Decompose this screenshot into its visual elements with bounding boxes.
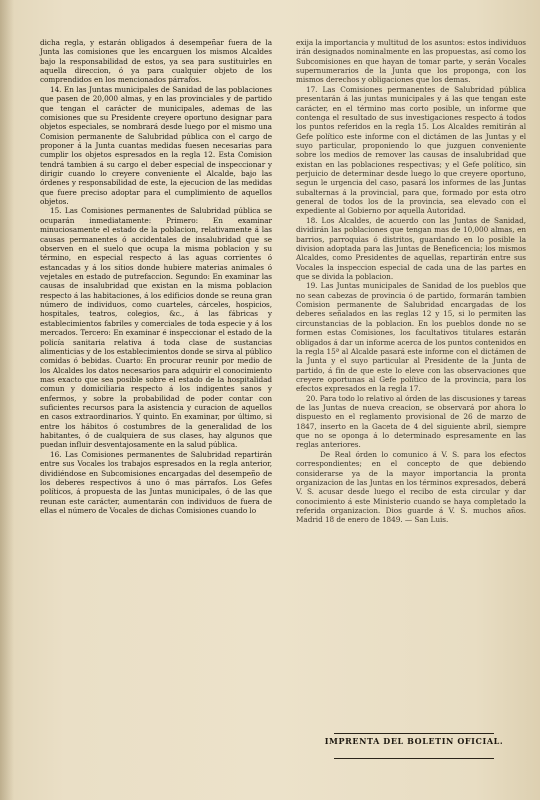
imprint-line: IMPRENTA DEL BOLETIN OFICIAL. [324,736,504,746]
imprint-rule-bottom [334,758,494,759]
imprint-rule-top [334,733,494,734]
paragraph-rule-16: 16. Las Comisiones permanentes de Salubridad repartirán entre sus Vocales los trabajos espresados en la regla anterior, dividiéndose en Subcomisiones encargadas del desempeño de los deberes respectivos á uno ó mas párrafos. Los Gefes políticos, á propuesta de las Juntas municipales, ó de las que reunan este carácter, aumentarán con individuos de fuera de ellas el número de Vocales de dichas Comisiones cuando lo [40,449,272,515]
paragraph-continuation: dicha regla, y estarán obligados á desempeñar fuera de la Junta las comisiones que les encarguen los mismos Alcaldes bajo la responsabilidad de estos, ya sea para sustituirles en aquella direccion, ó ya para cualquier objeto de los comprendidos en los mencionados párrafos. [40,38,272,85]
paragraph-rule-14: 14. En las Juntas municipales de Sanidad de las poblaciones que pasen de 20,000 almas, y en las provinciales y de partido que tengan el carácter de municipales, ademas de las comisiones que su Presidente creyere oportuno designar para objetos especiales, se nombrará desde luego por el mismo una Comision permanente de Salubridad pública con el cargo de proponer á la Junta cuantas medidas fuesen necesarias para cumplir los objetos espresados en la regla 12. Esta Comision tendrá tambien á su cargo el deber especial de inspeccionar y dirigir cuando lo creyere conveniente el Alcalde, bajo las órdenes y responsabilidad de este, la ejecucion de las medidas que fuere preciso adoptar para el cumplimiento de aquellos objetos. [40,84,272,207]
paragraph-rule-15: 15. Las Comisiones permanentes de Salubridad pública se ocuparán inmediatamente: Primero: En examinar minuciosamente el estado de la poblacion, relativamente á las causas permanentes ó accidentales de insalubridad que se observen en el suelo que ocupa la misma poblacion y su término, en especial respecto á las aguas corrientes ó estancadas y á los sitios donde hubiere materias animales ó vejetales en estado de putrefaccion. Segundo: En examinar las causas de insalubridad que existan en la misma poblacion respecto á las habitaciones, á los edificios donde se reuna gran número de individuos, como cuarteles, cárceles, hospicios, hospitales, teatros, colegios, &c., á las fábricas y establecimientos fabriles y comerciales de toda especie y á los mercados. Tercero: En examinar é inspeccionar el estado de la policía sanitaria relativa á toda clase de sustancias alimenticias y de los establecimientos donde se sirva al público comidas ó bebidas. Cuarto: En procurar reunir por medio de los Alcaldes los datos necesarios para adquirir el conocimiento mas exacto que sea posible sobre el estado de la hospitalidad comun y domiciliaria respecto á los indigentes sanos y enfermos, y sobre la probabilidad de poder contar con suficientes recursos para la asistencia y curacion de aquellos en casos extraordinarios. Y quinto. En examinar, por último, si entre los hábitos ó costumbres de la generalidad de los habitantes, ó de cualquiera de sus clases, hay algunos que puedan influir desventajosamente en la salud pública. [40,206,272,450]
page-fold-shadow [0,0,14,800]
paragraph-rule-19: 19. Las Juntas municipales de Sanidad de los pueblos que no sean cabezas de provincia ó de partido, formarán tambien Comision permanente de Salubridad encargadas de los deberes señalados en las reglas 12 y 15, si lo permiten las circunstancias de la poblacion. En los pueblos donde no se formen estas Comisiones, los facultativos titulares estarán obligados á dar un informe acerca de los puntos contenidos en la regla 15ª al Alcalde pasará este informe con el dictámen de la Junta y el suyo particular al Presidente de la Junta de partido, á fin de que este lo eleve con las observaciones que creyere oportunas al Gefe político de la provincia, para los efectos expresados en la regla 17. [296,281,526,394]
left-column [40,38,272,515]
paragraph-rule-17: 17. Las Comisiones permanentes de Salubridad pública presentarán á las juntas municipales y á las que tengan este carácter, en el término mas corto posible, un informe que contenga el resultado de sus investigaciones respecto á todos los puntos referidos en la regla 15. Los Alcaldes remitirán al Gefe político este informe con el dictámen de las Juntas y el suyo particular, proponiendo lo que juzguen conveniente sobre los medios de remover las causas de insalubridad que existan en las poblaciones respectivas; y el Gefe político, sin perjuicio de determinar desde luego lo que creyere oportuno, segun le urgencia del caso, pasará los informes de las Juntas subalternas á la provincial, para que, formado por esta otro general de todos los de la provincia, sea elevado con el expediente al Gobierno por aquella Autoridad. [296,84,526,216]
paragraph-continuation: exija la importancia y multitud de los asuntos: estos individuos irán designados nominalmente en las propuestas, así como los Subcomisiones en que hayan de tomar parte, y serán Vocales supernumerarios de la Junta que los proponga, con los mismos derechos y obligaciones que los demas. [296,38,526,85]
paragraph-rule-20: 20. Para todo lo relativo al órden de las discusiones y tareas de las Juntas de nueva creacion, se observará por ahora lo dispuesto en el reglamento provisional de 26 de marzo de 1847, inserto en la Gaceta de 4 del siguiente abril, siempre que no se oponga á lo determinado espresamente en las reglas anteriores. [296,393,526,450]
right-column [296,38,526,525]
paragraph-rule-18: 18. Los Alcaldes, de acuerdo con las Juntas de Sanidad, dividirán las poblaciones que tengan mas de 10,000 almas, en barrios, parroquias ó distritos, guardando en lo posible la division adoptada para las Juntas de Beneficencia; los mismos Alcaldes, como Presidentes de aquellas, repartirán entre sus Vocales la inspeccion especial de cada una de las partes en que se divida la poblacion. [296,215,526,281]
closing-paragraph: De Real órden lo comunico á V. S. para los efectos correspondientes; en el concepto de que debiendo considerarse ya de la mayor importancia la pronta organizacion de las Juntas en los términos expresados, deberá V. S. acusar desde luego el recibo de esta circular y dar conocimiento á este Ministerio cuando se haya completado la referida organizacion. Dios guarde á V. S. muchos años. Madrid 18 de enero de 1849. — San Luis. [296,449,526,525]
